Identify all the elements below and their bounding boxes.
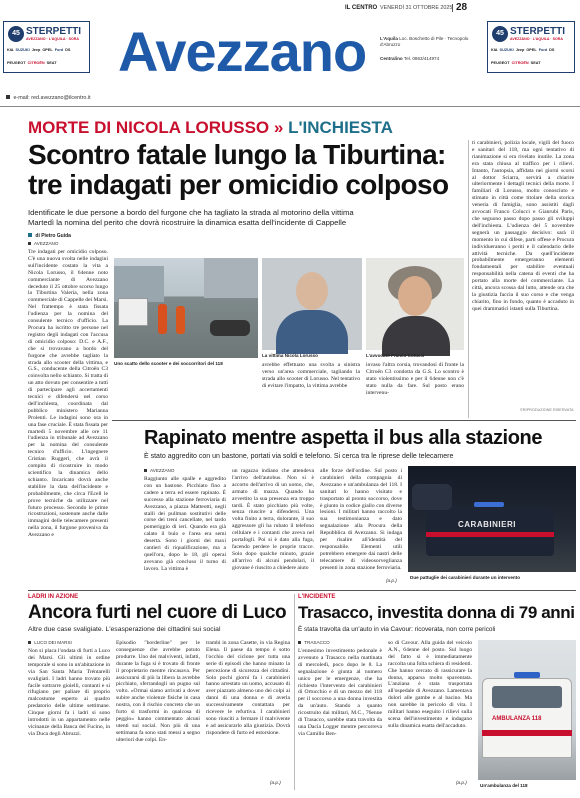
lead-title bbox=[28, 140, 468, 200]
fourth-photo bbox=[478, 640, 576, 780]
column-divider bbox=[468, 140, 469, 418]
ad-brand-item: Jeep bbox=[31, 48, 41, 52]
email-bullet-icon bbox=[6, 95, 10, 99]
lawyer-caption: L'avvocato Franco Colucci bbox=[366, 353, 425, 358]
third-subtitle: Altre due case svaligiate. L'esasperazione dei cittadini sui social bbox=[28, 626, 221, 633]
header-rule bbox=[0, 106, 580, 107]
place-name: AVEZZANO bbox=[34, 241, 59, 246]
place-icon bbox=[144, 469, 147, 472]
fourth-column-2: so di Cavour. Alla guida del veicolo A.N., 64enne del posto. Sul luogo del fatto si è immediatamente raccolta una folta schiera di residenti. Che hanno cercato di rassicurare la donna, apparsa molto spaventata. L'anziana è stata trasportata all'ospedale di Avezzano. Lamentava dolori alle gambe e al bacino. Ma non sarebbe in pericolo di vita. I militari hanno eseguito i rilievi sulla scena dell'investimento e indagano sulla dinamica esatta dell'accaduto. bbox=[388, 640, 472, 729]
ad-brand-item: SEAT bbox=[530, 61, 541, 65]
lead-column-4: ti carabinieri, polizia locale, vigili del fuoco e sanitari del 118, ma ogni tentativo di rianimazione si era rivelato inutile. La zona era stata chiusa al traffico per i rilievi. Intanto, l'autopsia, affidata nei giorni scorsi al dottor Sciarra, servirà a chiarire ulteriormente i dettagli tecnici della morte. I familiari di Lorusso, molto conosciuto e stimato in città come titolare della storica veneria di famiglia, sono assistiti dagli avvocati Franco Colucci e Gianrubi Paris, che seguono passo dopo passo gli sviluppi dell'inchiesta. L'udienza del 5 novembre segnerà un passaggio decisivo: sarà il momento in cui difese, parti offese e Procura individueranno i periti e il calendario delle attività tecniche. Da quell'incidente probabilmente emergeranno elementi fondamentali per stabilire eventuali responsabilità nella catena di eventi che ha portato alla morte del commerciante. La città, ancora scossa dal lutto, attende ora che la giustizia faccia il suo corso e che venga chiarito, fino in fondo, quanto è accaduto in quei drammatici istanti sulla Tiburtina. bbox=[472, 140, 574, 312]
lead-column-3: invaso l'altra corsia, trovandosi di fronte la Citroën C3 condotta da G.S. Lo scontro è stato violentissimo e per il 64enne non c'è stato nulla da fare. Sul posto erano intervenu- bbox=[366, 362, 464, 396]
second-title: Rapinato mentre aspetta il bus alla stazione bbox=[144, 427, 543, 449]
victim-caption: La vittima Nicola Lorusso bbox=[262, 353, 318, 358]
lead-subtitle-line: Martedì la nomina del perito che dovrà ricostruire la dinamica esatta dell'incidente di Cappelle bbox=[28, 218, 347, 227]
second-column-2: un ragazzo indiano che attendeva l'arrivo dell'autobus. Non si è accorto dell'arrivo di un uomo, che, armato di mazza. Quando ha avvertito la sua presenza era troppo tardi. È stato picchiato più volte, senza riuscire a difendersi. Una volta finito a terra, dolorante, il suo aggressore gli ha rubato il telefono cellulare e i contanti che aveva nel portafogli. Poi si è dato alla fuga, facendo perdere le proprie tracce. Solo dopo qualche minuto, grazie all'arrivo di alcuni pendolari, il giovane è riuscito a chiedere aiuto bbox=[232, 468, 314, 571]
contact-switchboard bbox=[380, 56, 485, 61]
third-column-2: Episodio "borderline" per le conseguenze che avrebbe potuto produrre. Uno dei malviventi, infatti, durante la fuga si è trovato di fronte il proprietario mentre rincasava. Per assicurarsi di più la libera la avrebbe picchiato, sferrandogli un pugno sul volto. «Ormai siamo arrivati a dover subire anche violenze fisiche in casa nostra, con il rischio concreto che un furto si trasformi in qualcosa di peggio» hanno commentato alcuni utenti sui social. Non più di una settimana fa sono stati messi a segno ulteriori due colpi. En- bbox=[116, 640, 200, 743]
place-name: LUCO DEI MARSI bbox=[34, 640, 72, 645]
third-sign: (a.p.) bbox=[270, 780, 281, 785]
place-name: TRASACCO bbox=[304, 640, 330, 645]
ad-brand-item: PEUGEOT bbox=[7, 61, 26, 65]
fourth-photo-caption: Un'ambulanza del 118 bbox=[480, 783, 528, 788]
ad-brand-item: SUZUKI bbox=[15, 48, 30, 52]
third-column-1: Non si placa l'ondata di furti a Luco dei Marsi. Gli ultimi in ordine temporale si sono in un'abitazione in via San Santa Maria Tréntarelli svaligiati. I ladri hanno trovato più facile sottrarre gioielli, contanti e si rifugiano per paliare di proprio malcostume esperto ai quadro predatorio delle ultime settimane. Cinque giorni fa i ladri si sono introdotti in un appartamento nelle vicinanze della Banca del Fucino, in via Duca degli Abruzzi. bbox=[28, 648, 110, 737]
ad-brand-row bbox=[491, 48, 573, 72]
contact-aquila bbox=[380, 36, 485, 47]
responder-figure bbox=[158, 304, 167, 334]
second-place bbox=[144, 468, 174, 473]
lead-title-line: Scontro fatale lungo la Tiburtina: bbox=[28, 139, 446, 170]
second-photo-caption: Due pattuglie dei carabinieri durante un intervento bbox=[410, 575, 521, 580]
kicker-red: MORTE DI NICOLA LORUSSO bbox=[28, 118, 270, 137]
portrait-head bbox=[296, 272, 328, 310]
third-place bbox=[28, 640, 72, 645]
ad-brand-item: OPEL bbox=[42, 48, 53, 52]
third-section: LADRI IN AZIONE bbox=[28, 594, 79, 600]
byline-author: di Pietro Guida bbox=[35, 233, 71, 239]
ad-brand-item: DS bbox=[65, 48, 71, 52]
kicker-arrows: » bbox=[273, 118, 284, 137]
building-shape bbox=[114, 266, 164, 302]
place-icon bbox=[28, 641, 31, 644]
section-rule bbox=[28, 590, 576, 591]
lead-photo-caption: Uno scatto dello scooter e dei soccorritori del 118 bbox=[114, 361, 223, 366]
siren-light bbox=[514, 672, 540, 678]
contact-text: Loc. Boschetto di Pile · Tecnopolo d'Abruzzo bbox=[380, 36, 469, 47]
portrait-body bbox=[382, 316, 450, 356]
fourth-title: Trasacco, investita donna di 79 anni bbox=[298, 603, 575, 622]
section-title: Avezzano bbox=[118, 20, 367, 83]
ambulance-stripe bbox=[482, 730, 572, 736]
ambulance-windshield bbox=[492, 686, 562, 708]
place-icon bbox=[298, 641, 301, 644]
lead-copyright: ©RIPRODUZIONE RISERVATA bbox=[520, 408, 574, 412]
ad-right[interactable] bbox=[487, 21, 575, 73]
ad-brand-item: KIA bbox=[491, 48, 498, 52]
lead-subtitle-line: Identificate le due persone a bordo del furgone che ha tagliato la strada al motorino della vittima bbox=[28, 208, 354, 217]
ad-line: AVEZZANO · L'AQUILA · SORA bbox=[26, 37, 79, 41]
contact-city: L'Aquila bbox=[380, 36, 398, 41]
ad-brand-item: DS bbox=[549, 48, 555, 52]
lead-photo-scooter bbox=[114, 258, 258, 358]
kicker-teal: L'INCHIESTA bbox=[288, 118, 393, 137]
ad-brand-item: PEUGEOT bbox=[491, 61, 510, 65]
email-line bbox=[6, 95, 91, 101]
email-link[interactable]: red.avezzano@ilcentro.it bbox=[31, 95, 91, 101]
ad-brand-item: Jeep bbox=[515, 48, 525, 52]
portrait-body bbox=[276, 310, 348, 354]
lead-column-2: avrebbe effettuato una svolta a sinistra verso un'area commerciale, tagliando la strada allo scooter di Lorusso. Nel tentativo di evitare l'impatto, la vittima avrebbe bbox=[262, 362, 360, 389]
ad-brand: STERPETTI bbox=[26, 26, 82, 37]
car-text: CARABINIERI bbox=[458, 520, 516, 529]
siren-light bbox=[474, 502, 504, 507]
ad-brand-item: Ford bbox=[538, 48, 548, 52]
ad-brand-item: CITROËN bbox=[511, 61, 529, 65]
ambulance-text: AMBULANZA 118 bbox=[492, 716, 542, 722]
fourth-place bbox=[298, 640, 330, 645]
ad-logo-icon: 45 bbox=[8, 26, 24, 42]
section-rule bbox=[112, 420, 576, 421]
ad-line: AVEZZANO · L'AQUILA · SORA bbox=[510, 37, 563, 41]
masthead bbox=[0, 0, 580, 108]
second-column-3: alle forze dell'ordine. Sul posto i carabinieri della compagnia di Avezzano e un'ambulanza del 118. I sanitari lo hanno visitato e trasportato al pronto soccorso, dove è giunto in codice giallo con diverse lesioni. I militari hanno raccolto la sua testimonianza e dato segnalazione alla Procura della Repubblica di Avezzano. Si indaga per risalire all'identità del responsabile. Elementi utili potrebbero emergere dai nastri delle telecamere di videosorveglianza presenti in zona stazione ferroviaria. bbox=[320, 468, 402, 571]
car-stripe bbox=[426, 532, 554, 537]
second-sign: (a.p.) bbox=[386, 578, 397, 583]
place-name: AVEZZANO bbox=[150, 468, 175, 473]
ad-brand-item: Ford bbox=[54, 48, 64, 52]
third-title: Ancora furti nel cuore di Luco bbox=[28, 602, 287, 623]
place-icon bbox=[28, 242, 31, 245]
lead-column-1: Tre indagati per omicidio colposo. C'è una nuova svolta nelle indagini sull'incidente costato la vita a Nicola Lorusso, il 64enne noto commerciante di Avezzano deceduto il 25 ottobre scorso lungo la Tiburtina Valeria, nella zona commerciale di Cappelle dei Marsi. Nel frattempo è stata fissata l'udienza per la nomina del consulente tecnico d'ufficio. La Procura ha iscritto tre persone nel registro degli indagati con l'accusa di omicidio colposo: D.C. e A.F., che si trovavano a bordo del furgone che avrebbe tagliato la strada allo scooter della vittima, e G.S., conducente della Citroën C3 coinvolta nello schianto. Si tratta di un atto dovuto per consentire a tutti di partecipare agli accertamenti tecnici e difendersi nel corso dell'inchiesta, coordinata dal pubblico ministero Marianna Prolenti. Le indagini sono ora in una fase cruciale. È stata fissata per martedì 5 novembre alle ore 11 l'udienza in tribunale ad Avezzano per la nomina del consulente tecnico d'ufficio. L'ingegnere Cristian Ruggeri, che avrà il compito di ricostruire in modo scientifico la dinamica dello schianto. Incaricato dovrà anche stabilire la data dell'incidente e probabilmente, che circa l'Ecell le prove tecniche da utilizzare nel futuro processo. Secondo le prime ricostruzioni, sostenute anche dalle immagini delle telecamere presenti nella zona, il furgone proveniva da Avezzano e bbox=[28, 249, 108, 539]
ad-brand-item: SUZUKI bbox=[499, 48, 514, 52]
lead-title-line: tre indagati per omicidio colposo bbox=[28, 169, 449, 200]
lawyer-photo bbox=[366, 258, 464, 350]
ad-brand-row bbox=[7, 48, 87, 72]
ad-logo-icon: 45 bbox=[492, 26, 508, 42]
second-subtitle: È stato aggredito con un bastone, portati via soldi e telefono. Si cerca tra le riprese delle telecamere bbox=[144, 453, 454, 460]
ad-brand-item: CITROËN bbox=[27, 61, 45, 65]
ad-brand: STERPETTI bbox=[510, 26, 566, 37]
fourth-sign: (a.p.) bbox=[456, 780, 467, 785]
newspaper-name: IL CENTRO bbox=[345, 5, 378, 11]
fourth-subtitle: È stata travolta da un'auto in via Cavour: ricoverata, non corre pericoli bbox=[298, 626, 496, 633]
car-shape bbox=[412, 484, 452, 510]
lead-kicker bbox=[28, 118, 393, 138]
email-label: e-mail: bbox=[13, 95, 30, 101]
ad-brand-item: OPEL bbox=[526, 48, 537, 52]
ad-brand-item: KIA bbox=[7, 48, 14, 52]
second-photo bbox=[408, 466, 576, 572]
car-shape bbox=[426, 506, 554, 556]
date-divider bbox=[452, 4, 453, 12]
victim-photo bbox=[262, 258, 362, 350]
fourth-section: L'INCIDENTE bbox=[298, 594, 336, 600]
lead-place bbox=[28, 241, 58, 246]
portrait-head bbox=[398, 276, 432, 316]
ambulance-shape bbox=[118, 298, 148, 326]
second-column-1: Raggiunto alle spalle e aggredito con un bastone. Picchiato fino a cadere a terra ed essere rapinato. È successo alla stazione ferroviaria di Avezzano, a piazza Matteotti, negli stalli dei pullman sostitutivi delle corse dei treni cancellate, nel tardo pomeriggio di ieri. Quando era già calato il buio e l'area era semi deserta. Sono i giorni dei maxi cantieri di riqualificazione, ma a quell'ora, dopo le 18, gli operai avevano già concluso il turno di lavoro. La vittima è bbox=[144, 476, 226, 572]
responder-figure bbox=[176, 306, 185, 334]
issue-date: VENERDÌ 31 OTTOBRE 2025 bbox=[380, 5, 453, 11]
lead-byline bbox=[28, 233, 71, 239]
contact-text: Tel. 0863/414974 bbox=[403, 56, 440, 61]
contact-city: Centralino bbox=[380, 56, 403, 61]
building-shape bbox=[204, 258, 258, 298]
fourth-column-1: L'ennesimo investimento pedonale è avvenuto a Trasacco nella mattinata di mercoledì, poco dopo le 8. La segnalazione è giunta al numero unico per le emergenze, che ha richiesto l'intervento dei carabinieri di Ortucchio e di un mezzo del 118 per il soccorso a una donna investita da un'auto. Stando a quanto ricostruito dai militari, M.C., 76enne di Trasacco, sarebbe stata travolta da una Dacia Logger mentre percorreva via Camillo Ben- bbox=[298, 648, 382, 737]
story-divider bbox=[294, 594, 295, 790]
third-column-3: trambi in zona Casette, in via Regina Elena. Il paese da tempo è sotto l'occhio del ciclone per tutta una serie di episodi che hanno minato la percezione di sicurezza dei cittadini. Solo pochi giorni fa i carabinieri hanno arrestato un uomo, accusato di aver piazzato almeno uno dei colpi ai danni di una donna e di averla successivamente contattata per ricevere le refurtiva. I carabinieri sono riusciti a fermare il malvivente e ad assicurarlo alla giustizia. Dovrà rispondere di furto ed estorsione. bbox=[206, 640, 290, 736]
ad-brand-item: SEAT bbox=[46, 61, 57, 65]
ad-left[interactable] bbox=[3, 21, 90, 73]
scooter-shape bbox=[210, 320, 250, 336]
lead-subtitle bbox=[28, 208, 468, 228]
page-number: 28 bbox=[456, 2, 468, 13]
byline-icon bbox=[28, 233, 32, 237]
